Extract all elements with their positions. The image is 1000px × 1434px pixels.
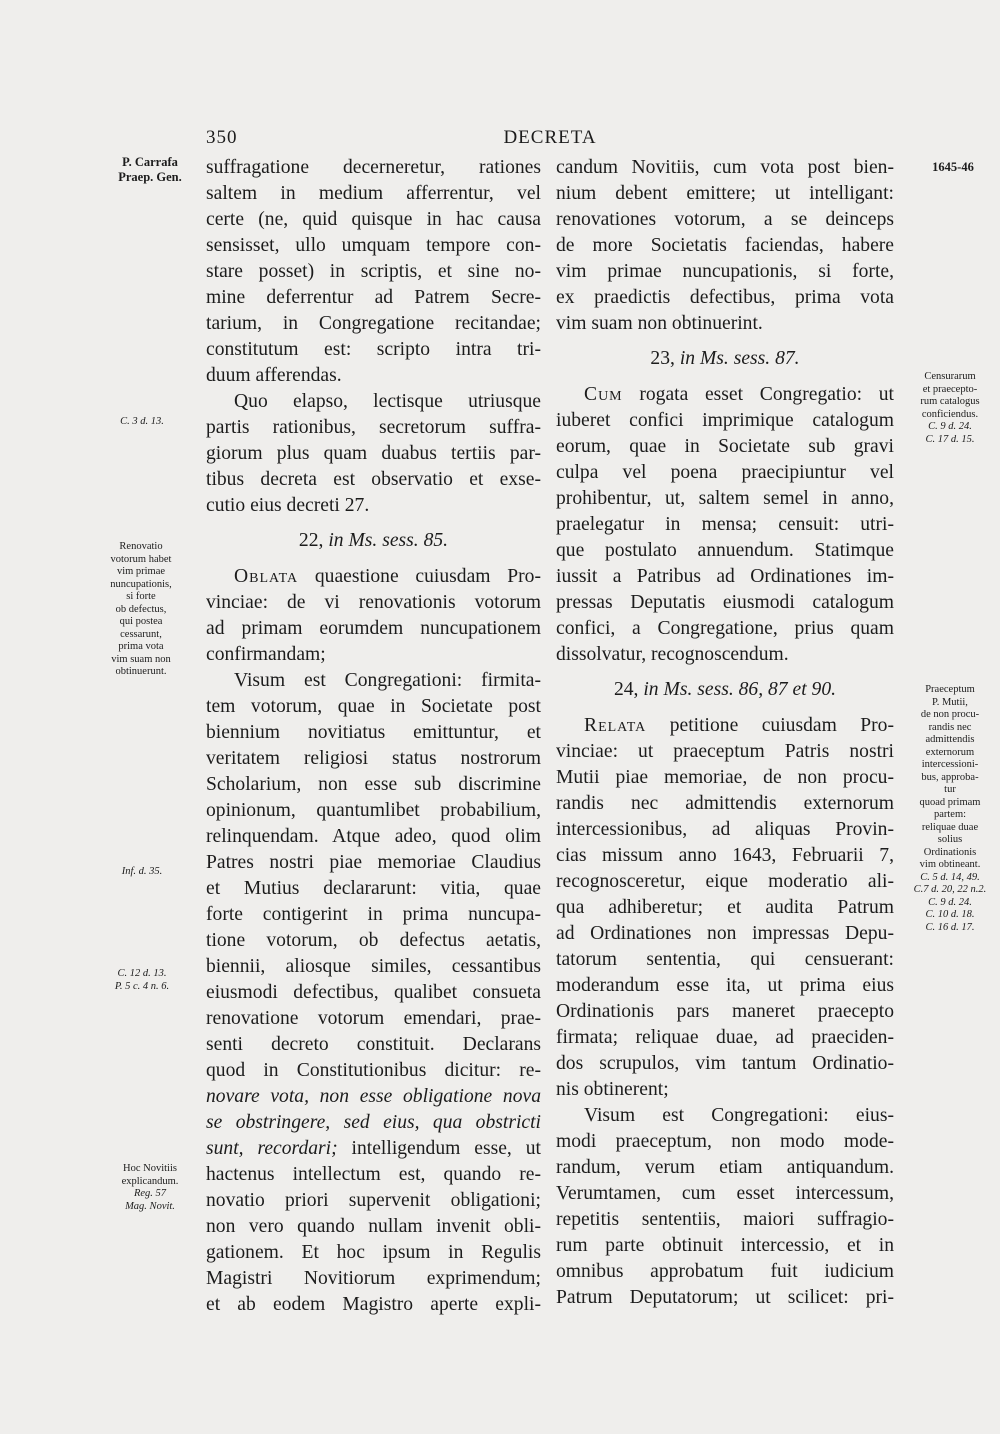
text-fragment: rogata esset Congregatio: ut: [622, 384, 894, 405]
text-line: duum afferendas.: [206, 365, 342, 386]
margin-note-line: partem:: [933, 809, 967, 820]
margin-note-hoc: [100, 1163, 200, 1213]
text-line: moderandum esse ita, ut prima eius: [556, 975, 894, 996]
paragraph-lead-word: Relata: [584, 715, 647, 736]
text-line: Quo elapso, lectisque utriusque: [234, 391, 541, 412]
margin-note-praeceptum: [900, 684, 1000, 934]
text-fragment: petitione cuiusdam Pro-: [646, 715, 894, 736]
margin-reference: [106, 866, 178, 879]
text-line: vinciae: ut praeceptum Patris nostri: [556, 741, 894, 762]
section-heading: [556, 672, 894, 708]
text-line: Ordinationis pars maneret praecepto: [556, 1001, 894, 1022]
italic-quote: sunt, recordari;: [206, 1138, 338, 1159]
margin-note-line: C. 10 d. 18.: [925, 909, 975, 920]
text-line: suffragatione decerneretur, rationes: [206, 157, 541, 178]
margin-note-line: ob defectus,: [115, 603, 167, 615]
text-column-right: [556, 155, 894, 1311]
text-line: repetitis sententiis, maiori suffragio-: [556, 1209, 894, 1230]
text-line: Magistri Novitiorum exprimendum;: [206, 1268, 541, 1289]
text-line: biennii, aliosque similes, cessantibus: [206, 956, 541, 977]
margin-note-line: C.7 d. 20, 22 n.2.: [913, 884, 987, 895]
text-line: randis nec admittendis externorum: [556, 793, 894, 814]
text-line: Verumtamen, cum esset intercessum,: [556, 1183, 894, 1204]
text-line: hactenus intellectum est, quando re-: [206, 1164, 541, 1185]
margin-author: [100, 155, 200, 185]
text-line: Patres nostri piae memoriae Claudius: [206, 852, 541, 873]
margin-note-line: Censurarum: [924, 371, 976, 382]
text-line: [556, 713, 894, 739]
italic-quote: novare vota, non esse obligatione nova: [206, 1086, 541, 1107]
section-source: in Ms. sess. 86, 87 et 90.: [643, 679, 837, 700]
text-line: Visum est Congregationi: firmita-: [234, 670, 541, 691]
text-fragment: quaestione cuiusdam Pro-: [298, 566, 541, 587]
text-line: confirmandam;: [206, 644, 326, 665]
text-line: rum parte obtinuit intercessio, et in: [556, 1235, 894, 1256]
section-source: in Ms. sess. 87.: [679, 348, 800, 369]
margin-note-line: et praecepto-: [922, 383, 978, 395]
margin-author-line: P. Carrafa: [122, 155, 178, 169]
text-line: partis rationibus, secretorum suffra-: [206, 417, 541, 438]
page-number: 350: [206, 127, 238, 148]
section-number: 24,: [613, 679, 639, 700]
text-line: [206, 1084, 541, 1110]
margin-ref-line: C. 12 d. 13.: [117, 968, 167, 979]
margin-note-line: C. 9 d. 24.: [928, 896, 972, 908]
text-line: eorum, quae in Societate sub gravi: [556, 436, 894, 457]
text-line: confici, a Congregatione, prius quam: [556, 618, 894, 639]
section-number: 23,: [650, 348, 675, 369]
text-line: relinquendam. Atque adeo, quod olim: [206, 826, 541, 847]
margin-ref-line: Inf. d. 35.: [121, 866, 163, 877]
section-source: in Ms. sess. 85.: [328, 530, 449, 551]
margin-note-line: admittendis: [925, 734, 975, 745]
text-line: biennium novitiatus emittuntur, et: [206, 722, 541, 743]
text-line: culpa vel poena praecipiuntur vel: [556, 462, 894, 483]
text-line: tibus decreta est observatio et exse-: [206, 469, 541, 490]
text-line: certe (ne, quid quisque in hac causa: [206, 209, 541, 230]
margin-author-line: Praep. Gen.: [118, 170, 182, 184]
margin-reference: [106, 416, 178, 429]
text-line: [206, 564, 541, 590]
margin-note-line: Reg. 57: [133, 1188, 167, 1199]
text-line: gationem. Et hoc ipsum in Regulis: [206, 1242, 541, 1263]
margin-note-line: reliquae duae: [921, 821, 979, 833]
margin-note-line: de non procu-: [920, 709, 980, 720]
italic-quote: se obstringere, sed eius, qua obstricti: [206, 1112, 541, 1133]
text-line: eiusmodi defectibus, qualibet consueta: [206, 982, 541, 1003]
margin-note-renovatio: [86, 541, 196, 679]
margin-note-line: intercessioni-: [921, 759, 979, 770]
margin-note-line: obtinuerunt.: [115, 666, 167, 677]
text-line: tatorum sententia, qui censuerant:: [556, 949, 894, 970]
text-line: vim primae nuncupationis, si forte,: [556, 261, 894, 282]
text-line: dos scrupulos, vim tantum Ordinatio-: [556, 1053, 894, 1074]
margin-note-censurarum: [900, 371, 1000, 446]
text-line: omnibus approbatum fuit iudicium: [556, 1261, 894, 1282]
text-line: vinciae: de vi renovationis votorum: [206, 592, 541, 613]
text-line: forte contigerint in prima nuncupa-: [206, 904, 541, 925]
text-line: vim suam non obtinuerint.: [556, 313, 763, 334]
margin-note-line: bus, approba-: [921, 771, 979, 783]
margin-years-line: 1645-46: [932, 160, 974, 174]
running-title: DECRETA: [503, 127, 597, 148]
text-column-left: [206, 155, 541, 1318]
margin-note-line: quoad primam: [919, 796, 981, 808]
text-line: que postulato annuendum. Statimque: [556, 540, 894, 561]
margin-note-line: C. 16 d. 17.: [925, 921, 975, 933]
text-line: opinionum, quantumlibet probabilium,: [206, 800, 541, 821]
section-heading: [556, 341, 894, 377]
margin-ref-line: C. 3 d. 13.: [120, 416, 164, 427]
margin-note-line: Mag. Novit.: [125, 1200, 175, 1212]
margin-note-line: si forte: [126, 591, 156, 602]
text-line: giorum plus quam duabus tertiis par-: [206, 443, 541, 464]
text-line: veritatem religiosi status nostrorum: [206, 748, 541, 769]
text-line: nium debent emittere; ut intelligant:: [556, 183, 894, 204]
margin-note-line: Renovatio: [119, 541, 163, 552]
paragraph-lead-word: Oblata: [234, 566, 299, 587]
margin-note-line: vim primae: [116, 566, 166, 577]
text-line: tem votorum, quae in Societate post: [206, 696, 541, 717]
text-line: praelegatur in mensa; censuit: utri-: [556, 514, 894, 535]
margin-note-line: nuncupationis,: [110, 578, 172, 590]
text-line: ex praedictis defectibus, prima vota: [556, 287, 894, 308]
margin-note-line: P. Mutii,: [932, 696, 968, 708]
margin-note-line: cessarunt,: [120, 628, 162, 640]
text-line: candum Novitiis, cum vota post bien-: [556, 157, 894, 178]
text-line: pressas Deputatis eiusmodi catalogum: [556, 592, 894, 613]
text-line: modi praeceptum, non modo mode-: [556, 1131, 894, 1152]
margin-note-line: prima vota: [118, 641, 164, 652]
text-line: ad Ordinationes non impressas Depu-: [556, 923, 894, 944]
page-header: [0, 127, 1000, 157]
paragraph-lead-word: Cum: [584, 384, 623, 405]
margin-note-line: votorum habet: [110, 553, 172, 565]
margin-reference: [106, 968, 178, 993]
text-line: firmata; reliquae duae, ad praeciden-: [556, 1027, 894, 1048]
margin-note-line: C. 5 d. 14, 49.: [920, 871, 980, 883]
text-line: dissolvatur, recognoscendum.: [556, 644, 789, 665]
text-line: [556, 382, 894, 408]
text-line: recognosceretur, eique moderatio ali-: [556, 871, 894, 892]
text-line: nis obtinerent;: [556, 1079, 669, 1100]
margin-note-line: conficiendus.: [921, 408, 979, 420]
text-line: et Mutius declararunt: vitia, quae: [206, 878, 541, 899]
text-line: cutio eius decreti 27.: [206, 495, 370, 516]
text-line: cias missum anno 1643, Februarii 7,: [556, 845, 894, 866]
margin-note-line: randis nec: [928, 721, 972, 733]
text-line: sensisset, ullo umquam tempore con-: [206, 235, 541, 256]
text-line: [206, 1136, 541, 1162]
text-line: novatio priori supervenit obligationi;: [206, 1190, 541, 1211]
margin-note-line: rum catalogus: [920, 396, 980, 407]
margin-note-line: explicandum.: [121, 1175, 179, 1187]
text-line: non vero quando nullam invenit obli-: [206, 1216, 541, 1237]
text-line: renovationes votorum, a se deinceps: [556, 209, 894, 230]
text-line: stare posset) in scriptis, et sine no-: [206, 261, 541, 282]
margin-years: [908, 160, 998, 175]
margin-note-line: C. 9 d. 24.: [928, 421, 972, 432]
text-line: prohibentur, ut, saltem semel in anno,: [556, 488, 894, 509]
margin-note-line: tur: [944, 784, 956, 795]
text-line: iuberet confici imprimique catalogum: [556, 410, 894, 431]
margin-note-line: solius: [937, 834, 963, 845]
text-line: randum, verum etiam antiquandum.: [556, 1157, 894, 1178]
margin-note-line: Ordinationis: [923, 846, 977, 858]
text-fragment: intelligendum esse, ut: [337, 1138, 541, 1159]
text-line: qua adhiberetur; et audita Patrum: [556, 897, 894, 918]
text-line: et ab eodem Magistro aperte expli-: [206, 1294, 541, 1315]
margin-note-line: Hoc Novitiis: [123, 1163, 177, 1174]
text-line: de more Societatis faciendas, habere: [556, 235, 894, 256]
margin-note-line: qui postea: [119, 616, 163, 627]
text-line: saltem in medium afferrentur, vel: [206, 183, 541, 204]
text-line: Mutii piae memoriae, de non procu-: [556, 767, 894, 788]
section-number: 22,: [298, 530, 324, 551]
text-line: iussit a Patribus ad Ordinationes im-: [556, 566, 894, 587]
margin-ref-line: P. 5 c. 4 n. 6.: [114, 980, 170, 992]
margin-note-line: externorum: [925, 746, 975, 758]
text-line: tione votorum, ob defectus aetatis,: [206, 930, 541, 951]
text-line: ad primam eorumdem nuncupationem: [206, 618, 541, 639]
margin-note-line: vim suam non: [111, 653, 171, 665]
text-line: renovatione votorum emendari, prae-: [206, 1008, 541, 1029]
text-line: Scholarium, non esse sub discrimine: [206, 774, 541, 795]
text-line: [206, 1110, 541, 1136]
section-heading: [206, 523, 541, 559]
text-line: tarium, in Congregatione recitandae;: [206, 313, 541, 334]
text-line: Patrum Deputatorum; ut scilicet: pri-: [556, 1287, 894, 1308]
text-line: constitutum est: scripto intra tri-: [206, 339, 541, 360]
margin-note-line: Praeceptum: [925, 684, 975, 695]
text-line: Visum est Congregationi: eius-: [584, 1105, 894, 1126]
text-line: intercessionibus, ad aliquas Provin-: [556, 819, 894, 840]
margin-note-line: vim obtineant.: [919, 859, 981, 870]
text-line: senti decreto constituit. Declarans: [206, 1034, 541, 1055]
text-line: quod in Constitutionibus dicitur: re-: [206, 1060, 541, 1081]
margin-note-line: C. 17 d. 15.: [925, 433, 975, 445]
text-line: mine deferrentur ad Patrem Secre-: [206, 287, 541, 308]
